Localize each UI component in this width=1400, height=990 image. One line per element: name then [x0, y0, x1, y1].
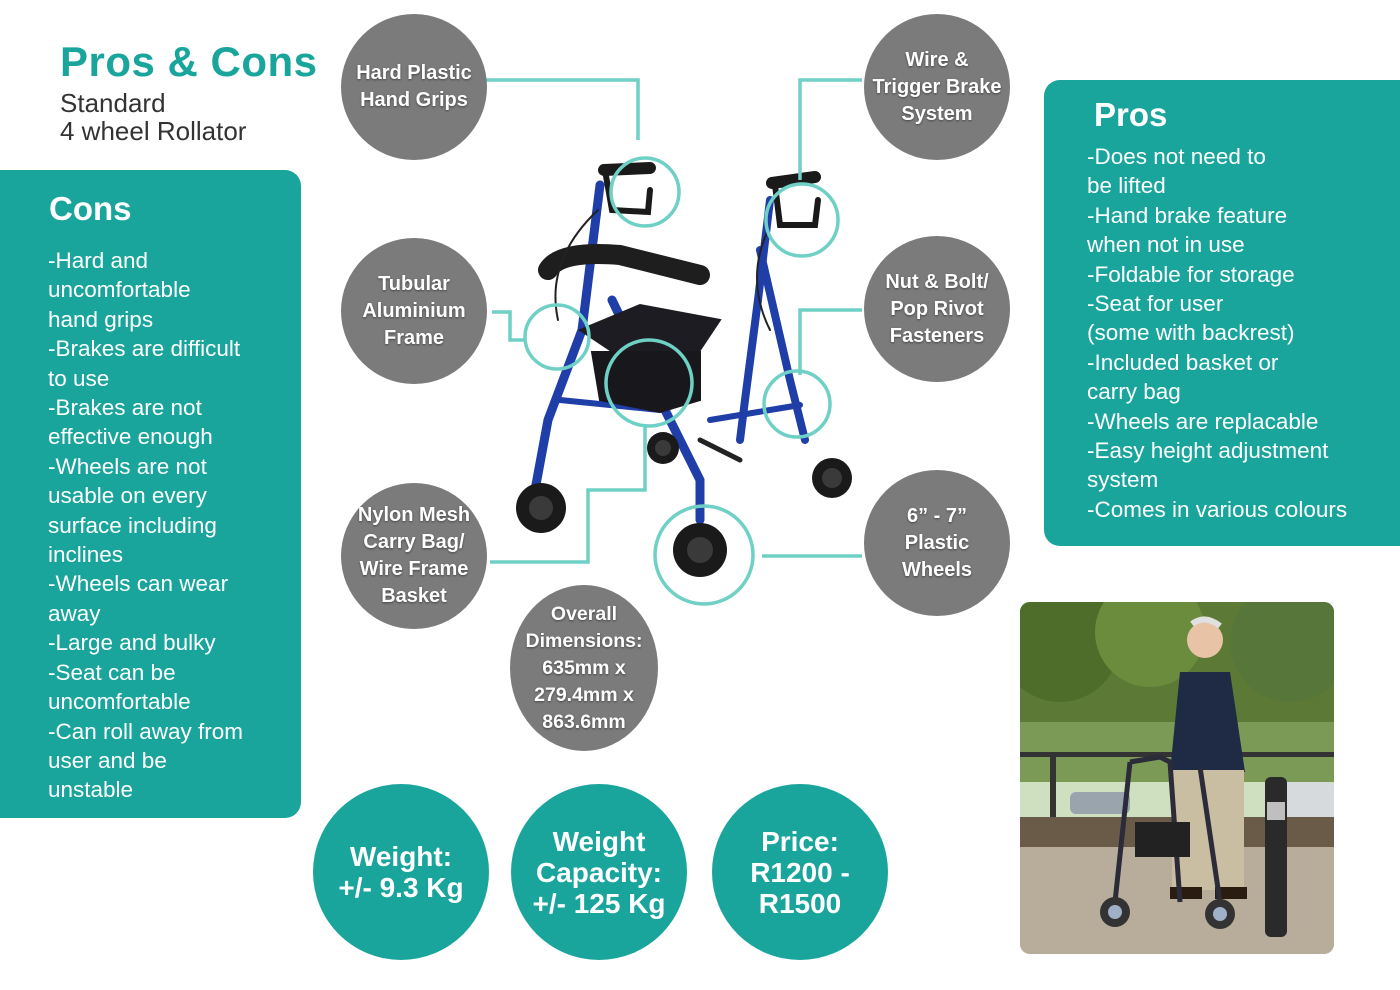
stat-weight: Weight: +/- 9.3 Kg	[313, 784, 489, 960]
pros-panel	[1044, 80, 1400, 546]
connector-lines	[485, 80, 862, 604]
feature-wheels: 6” - 7” Plastic Wheels	[864, 470, 1010, 616]
feature-hand-grips: Hard Plastic Hand Grips	[341, 14, 487, 160]
pros-item: -Wheels are replacable	[1087, 408, 1319, 434]
pros-list	[1087, 142, 1397, 524]
cons-item: -Hard and uncomfortable hand grips	[48, 248, 191, 332]
feature-frame: Tubular Aluminium Frame	[341, 238, 487, 384]
highlight-fasteners	[764, 371, 830, 437]
connector-frame	[492, 312, 526, 340]
highlight-basket	[606, 340, 692, 426]
pros-item: -Foldable for storage	[1087, 261, 1295, 287]
stat-price: Price: R1200 - R1500	[712, 784, 888, 960]
cons-item: -Wheels are not usable on every surface including inclines	[48, 453, 217, 568]
feature-fasteners: Nut & Bolt/ Pop Rivot Fasteners	[864, 236, 1010, 382]
cons-item: -Can roll away from user and be unstable	[48, 718, 244, 803]
pros-item: -Hand brake feature when not in use	[1087, 202, 1288, 258]
page-title: Pros & Cons	[60, 38, 318, 85]
page-subtitle: Standard	[60, 88, 166, 118]
cons-item: -Brakes are difficult to use	[48, 336, 241, 391]
highlight-hand-grips	[611, 158, 679, 226]
pros-item: -Seat for user (some with backrest)	[1087, 291, 1295, 346]
cons-list	[48, 246, 298, 805]
stat-weight-capacity: Weight Capacity: +/- 125 Kg	[511, 784, 687, 960]
connector-brake	[800, 80, 862, 180]
pros-item: -Does not need to be lifted	[1087, 144, 1266, 199]
pros-item: -Comes in various colours	[1087, 496, 1348, 522]
highlight-brake	[766, 184, 838, 256]
cons-item: -Seat can be uncomfortable	[48, 659, 191, 715]
pros-item: -Included basket or carry bag	[1087, 349, 1279, 405]
rollator-illustration	[516, 168, 852, 577]
pros-item: -Easy height adjustment system	[1087, 438, 1329, 493]
connector-fasteners	[800, 310, 862, 375]
cons-item: -Wheels can wear away	[48, 571, 229, 626]
cons-item: -Large and bulky	[48, 630, 216, 656]
feature-basket: Nylon Mesh Carry Bag/ Wire Frame Basket	[341, 483, 487, 629]
highlight-wheels	[655, 506, 753, 604]
cons-title: Cons	[49, 190, 132, 227]
feature-dimensions: Overall Dimensions: 635mm x 279.4mm x 863.6mm	[510, 585, 658, 751]
page-subtitle-line2: 4 wheel Rollator	[60, 116, 247, 146]
connector-hand-grips	[485, 80, 638, 140]
cons-panel	[0, 170, 301, 818]
user-photo	[1020, 602, 1334, 954]
user-photo-illustration	[1020, 602, 1334, 954]
feature-brake-system: Wire & Trigger Brake System	[864, 14, 1010, 160]
highlight-frame	[525, 305, 589, 369]
connector-basket	[490, 425, 645, 562]
pros-title: Pros	[1094, 96, 1168, 133]
cons-item: -Brakes are not effective enough	[48, 395, 213, 450]
